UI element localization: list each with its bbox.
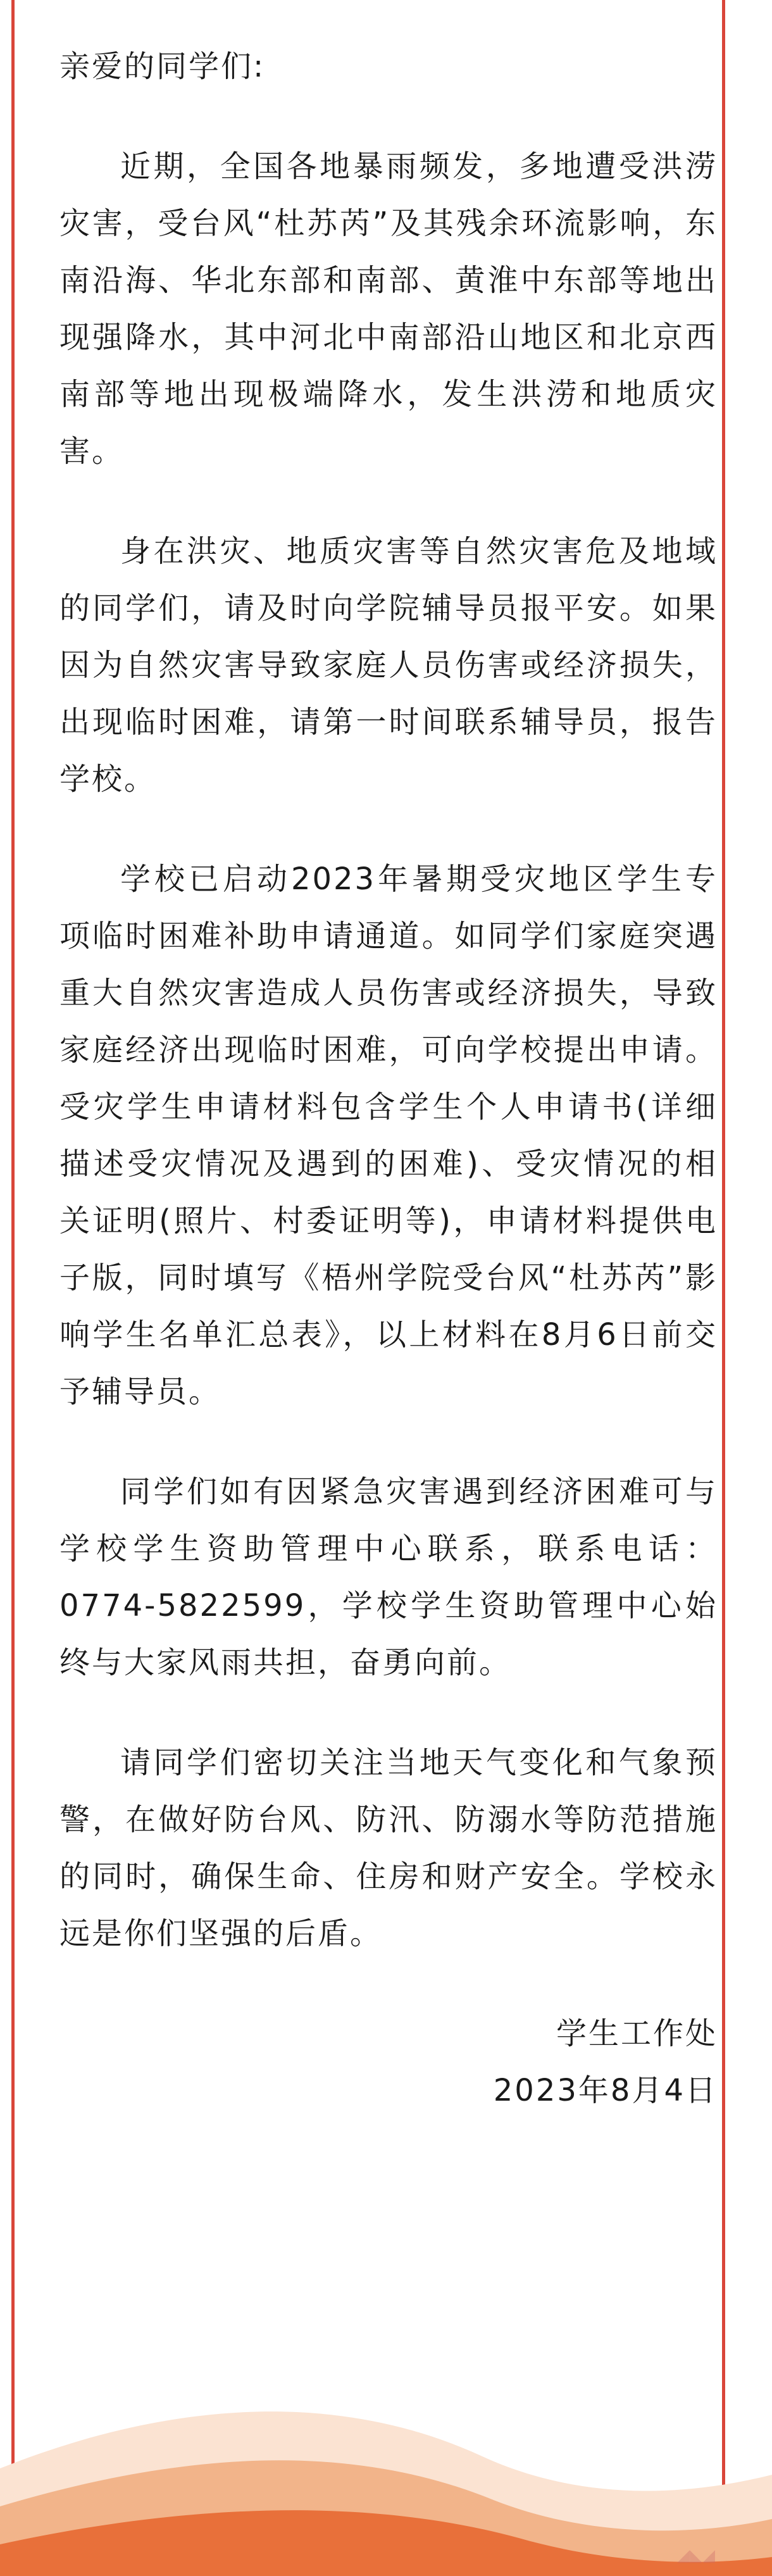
greeting: 亲爱的同学们: bbox=[59, 49, 266, 84]
svg-text:◢◣◢: ◢◣◢ bbox=[677, 2546, 715, 2565]
watermark-icon bbox=[677, 2542, 759, 2567]
paragraph-1: 近期，全国各地暴雨频发，多地遭受洪涝灾害，受台风“杜苏芮”及其残余环流影响，东南沿海、华北东部和南部、黄淮中东部等地出现强降水，其中河北中南部沿山地区和北京西南部等地出现极端降水，发生洪涝和地质灾害。 bbox=[59, 149, 718, 469]
decorative-wave bbox=[0, 2310, 772, 2576]
paragraph-2: 身在洪灾、地质灾害等自然灾害危及地域的同学们，请及时向学院辅导员报平安。如果因为自然灾害导致家庭人员伤害或经济损失，出现临时困难，请第一时间联系辅导员，报告学校。 bbox=[59, 534, 718, 797]
signature: 学生工作处 bbox=[556, 2016, 718, 2051]
paragraph-3: 学校已启动2023年暑期受灾地区学生专项临时困难补助申请通道。如同学们家庭突遇重大自然灾害造成人员伤害或经济损失，导致家庭经济出现临时困难，可向学校提出申请。受灾学生申请材料包含学生个人申请书(详细描述受灾情况及遇到的困难)、受灾情况的相关证明(照片、村委证明等)，申请材料提供电子版，同时填写《梧州学院受台风“杜苏芮”影响学生名单汇总表》，以上材料在8月6日前交予辅导员。 bbox=[59, 861, 718, 1410]
date: 2023年8月4日 bbox=[493, 2073, 718, 2108]
paragraph-5: 请同学们密切关注当地天气变化和气象预警，在做好防台风、防汛、防溺水等防范措施的同时，确保生命、住房和财产安全。学校永远是你们坚强的后盾。 bbox=[59, 1745, 718, 1951]
letter-body bbox=[59, 38, 718, 2119]
paragraph-4: 同学们如有因紧急灾害遇到经济困难可与学校学生资助管理中心联系，联系电话：0774-5822599，学校学生资助管理中心始终与大家风雨共担，奋勇向前。 bbox=[59, 1474, 718, 1680]
